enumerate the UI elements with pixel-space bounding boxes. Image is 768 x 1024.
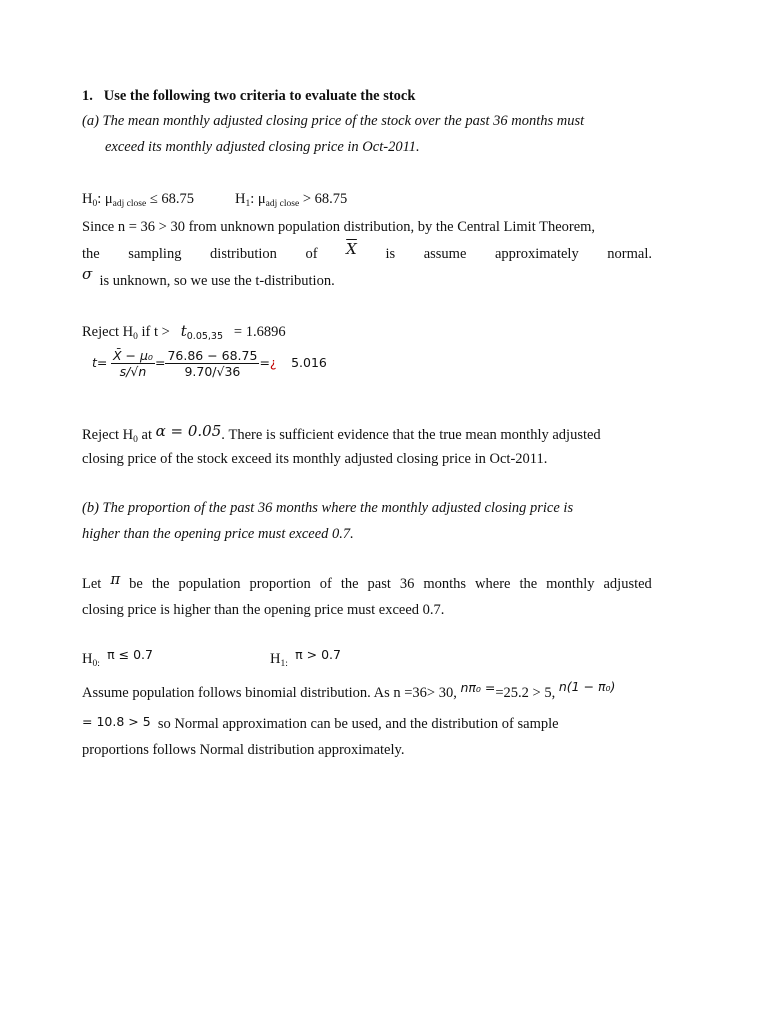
question-title: Use the following two criteria to evaluate the stock <box>103 88 416 104</box>
alt-hypothesis-2: $H_{1:}$ π > 0.7 <box>270 647 341 669</box>
binomial-line1: Assume population follows binomial distribution. As n =36> 30, nπ₀ ==25.2 > 5, n(1 − π₀) <box>82 679 616 701</box>
t-result: 5.016 <box>291 354 327 370</box>
conclusion-line1: Reject $H_0$ at α = 0.05. There is sufficient evidence that the true mean monthly adjusted <box>82 422 601 445</box>
n1pi-expression: n(1 − π₀) <box>558 679 616 694</box>
question-heading <box>82 88 415 105</box>
rejection-rule: Reject $H_0$ if t > $t_{0.05,35}$ = 1.6896 <box>82 322 286 342</box>
npi-expression: nπ₀ = <box>460 680 496 695</box>
alt-hypothesis-1: $H_1$: $\mu_{adj close} > 68.75$ <box>235 191 348 209</box>
let-line2: closing price is higher than the opening price must exceed 0.7. <box>82 602 445 618</box>
xbar-symbol: $\overline{X}$ <box>346 240 357 258</box>
mu-symbol: μ <box>104 191 113 207</box>
criterion-b-line1: (b) The proportion of the past 36 months where the monthly adjusted closing price is <box>82 500 574 516</box>
let-line1: Let π be the population proportion of the past 36 months where the monthly adjusted <box>82 570 652 592</box>
question-number: 1. <box>82 88 93 104</box>
sigma-symbol: σ <box>82 265 93 283</box>
t-values-fraction: $\frac{76.86 - 68.75}{9.70/√36}$ <box>167 348 258 379</box>
clt-line3: σ is unknown, so we use the t-distribution. <box>82 265 335 289</box>
clt-line2: the sampling distribution of $\overline{X}$ is assume approximately normal. <box>82 240 652 262</box>
criterion-b-line2: higher than the opening price must exceed 0.7. <box>82 526 354 542</box>
null-hypothesis-2: $H_{0:}$ π ≤ 0.7 <box>82 647 153 669</box>
binomial-line2: = 10.8 > 5 so Normal approximation can be used, and the distribution of sample <box>82 714 559 732</box>
pi-symbol: π <box>110 570 121 588</box>
clt-line1: Since n = 36 > 30 from unknown population distribution, by the Central Limit Theorem, <box>82 219 596 235</box>
t-statistic-equation: t= $\frac{\text{X̄ − μ₀}}{s/√n}$ = $\frac{76.86 - 68.75}{9.70/√36}$ =¿ 5.016 <box>92 348 327 379</box>
null-hypothesis-1: $H_0$: $\mu_{adj close} \le 68.75$ <box>82 191 195 209</box>
conclusion-line2: closing price of the stock exceed its monthly adjusted closing price in Oct-2011. <box>82 451 548 467</box>
t-formula-fraction: $\frac{\text{X̄ − μ₀}}{s/√n}$ <box>113 348 153 379</box>
binomial-line3: proportions follows Normal distribution approximately. <box>82 742 405 758</box>
render-glyph: ¿ <box>269 354 277 370</box>
criterion-a-line2: exceed its monthly adjusted closing price in Oct-2011. <box>105 139 420 155</box>
alpha-expression: α = 0.05 <box>155 422 222 440</box>
criterion-a-line1: (a) The mean monthly adjusted closing price of the stock over the past 36 months must <box>82 113 585 129</box>
